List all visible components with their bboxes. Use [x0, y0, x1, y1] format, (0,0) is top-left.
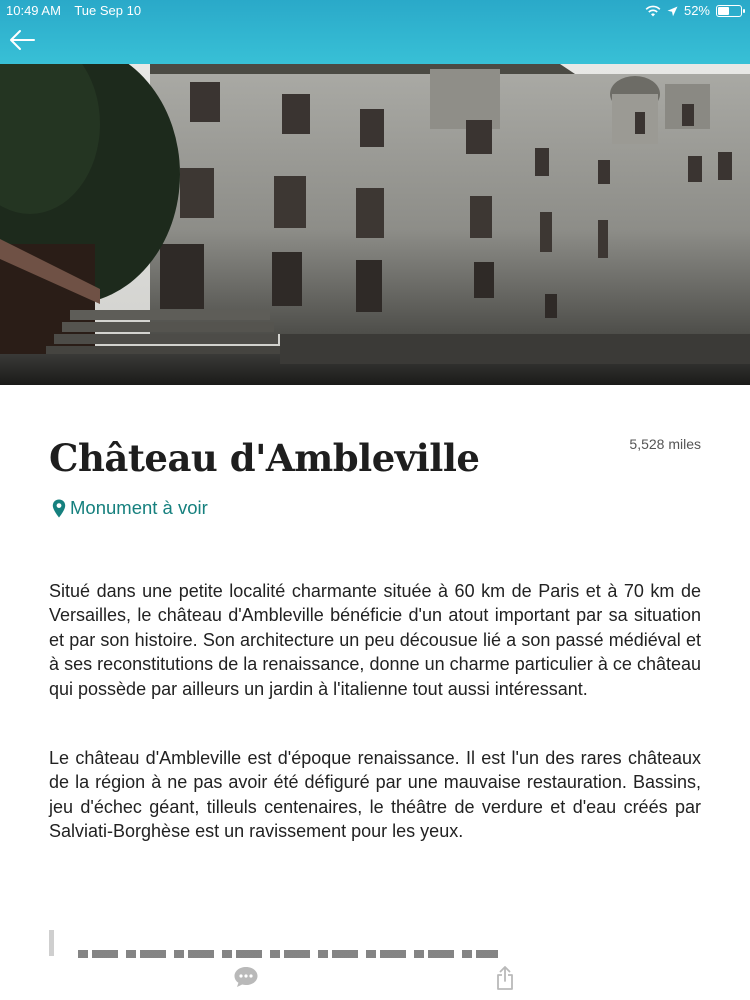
- share-icon: [496, 966, 514, 990]
- battery-percent: 52%: [683, 3, 710, 18]
- hero-image: [0, 64, 750, 385]
- distance-label: 5,528 miles: [629, 436, 701, 452]
- status-bar: [0, 0, 750, 22]
- back-button[interactable]: [8, 28, 40, 56]
- share-button[interactable]: [496, 966, 514, 995]
- wifi-icon: [645, 5, 661, 17]
- battery-fill: [718, 7, 729, 15]
- app-header: [0, 0, 750, 64]
- place-title: Château d'Ambleville: [49, 436, 480, 480]
- status-date: Tue Sep 10: [74, 3, 142, 18]
- location-arrow-icon: [667, 6, 678, 17]
- bottom-toolbar: [0, 958, 750, 1000]
- chateau-photo: [0, 64, 750, 385]
- clipped-quote-text: [78, 950, 498, 958]
- description-paragraph-1: Situé dans une petite localité charmante située à 60 km de Paris et à 70 km de Versailles, le château d'Ambleville bénéficie d'un atout important par sa situation et par son histoire. Son architecture un peu décousue lié a son passé médiéval et à ses reconstitutions de la renaissance, donne un charme particulier à ce château qui possède par ailleurs un jardin à l'italienne tout aussi intéressant.: [49, 581, 701, 699]
- description-paragraph-2: Le château d'Ambleville est d'époque renaissance. Il est l'un des rares châteaux de la région à ne pas avoir été défiguré par une mauvaise restauration. Bassins, jeu d'échec géant, tilleuls centenaires, le théâtre de verdure et d'eau créés par Salviati-Borghèse est un ravissement pour les yeux.: [49, 748, 701, 842]
- battery-icon: [716, 5, 742, 17]
- quote-bar: [49, 930, 54, 956]
- arrow-left-icon: [8, 28, 38, 52]
- category-label: Monument à voir: [70, 497, 208, 518]
- speech-bubble-icon: [233, 966, 259, 988]
- comment-button[interactable]: [233, 966, 259, 993]
- status-time: 10:49 AM: [6, 3, 61, 18]
- map-pin-icon: [52, 499, 66, 518]
- category-link[interactable]: [52, 497, 208, 519]
